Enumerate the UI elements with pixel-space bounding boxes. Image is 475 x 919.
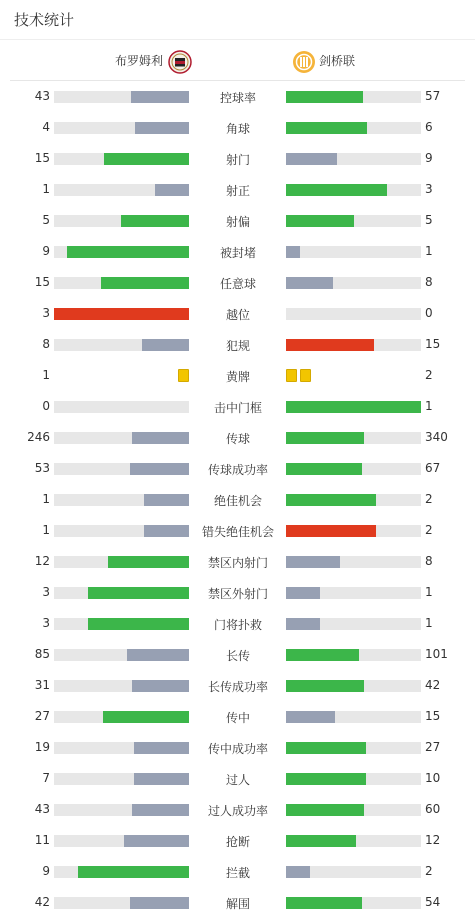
- home-stat-value: 15: [34, 275, 50, 289]
- stat-label: 被封堵: [219, 246, 256, 260]
- home-stat-value: 43: [34, 802, 50, 816]
- home-stat-value: 19: [34, 740, 50, 754]
- stat-row: [0, 236, 475, 267]
- away-stat-value: 15: [425, 709, 441, 723]
- home-stat-bar-fill: [104, 153, 189, 165]
- away-stat-value: 3: [425, 182, 433, 196]
- stat-row: [0, 825, 475, 856]
- home-stat-bar-fill: [130, 897, 189, 909]
- away-stat-bar: [286, 122, 421, 134]
- away-stat-value: 27: [425, 740, 441, 754]
- away-stat-value: 2: [425, 864, 433, 878]
- stat-label: 长传: [225, 649, 250, 663]
- away-stat-bar-fill: [286, 618, 320, 630]
- home-stat-bar-fill: [132, 680, 189, 692]
- away-stat-bar: [286, 153, 421, 165]
- away-stat-bar-fill: [286, 91, 363, 103]
- away-stat-value: 1: [425, 399, 433, 413]
- away-stat-value: 15: [425, 337, 441, 351]
- stat-row: [0, 329, 475, 360]
- stat-row: [0, 422, 475, 453]
- stat-row: [0, 639, 475, 670]
- home-stat-bar-fill: [132, 432, 189, 444]
- home-stat-bar-fill: [108, 556, 189, 568]
- home-team-name: 布罗姆利: [114, 54, 163, 68]
- away-stat-value: 2: [425, 368, 433, 382]
- stat-row: [0, 174, 475, 205]
- away-stat-bar-fill: [286, 711, 335, 723]
- stat-label: 黄牌: [225, 370, 250, 384]
- home-stat-bar-fill: [103, 711, 189, 723]
- home-stat-value: 9: [42, 244, 50, 258]
- home-yellow-cards: [178, 369, 189, 382]
- away-stat-value: 6: [425, 120, 433, 134]
- stat-label: 射门: [225, 153, 250, 167]
- away-stat-bar: [286, 432, 421, 444]
- stat-label: 击中门框: [213, 401, 262, 415]
- away-stat-value: 9: [425, 151, 433, 165]
- home-stat-bar-fill: [54, 308, 189, 320]
- stat-row: [0, 794, 475, 825]
- yellow-card-icon: [286, 369, 297, 382]
- away-stat-bar: [286, 742, 421, 754]
- away-stat-value: 5: [425, 213, 433, 227]
- home-stat-bar-fill: [132, 804, 189, 816]
- away-stat-value: 340: [425, 430, 448, 444]
- away-team[interactable]: [292, 48, 355, 73]
- home-stat-value: 8: [42, 337, 50, 351]
- stat-row: [0, 143, 475, 174]
- stat-label: 门将扑救: [213, 618, 262, 632]
- home-stat-bar-fill: [142, 339, 189, 351]
- home-stat-bar-fill: [135, 122, 189, 134]
- away-stat-value: 1: [425, 244, 433, 258]
- away-stat-bar-fill: [286, 835, 356, 847]
- stat-label: 传中: [225, 711, 250, 725]
- away-stat-bar-fill: [286, 680, 364, 692]
- away-stat-value: 12: [425, 833, 441, 847]
- stat-label: 抢断: [225, 835, 250, 849]
- away-stat-bar-fill: [286, 246, 300, 258]
- stat-row: [0, 81, 475, 112]
- away-stat-value: 60: [425, 802, 441, 816]
- home-stat-bar: [54, 556, 189, 568]
- stat-row: [0, 391, 475, 422]
- home-stat-value: 11: [34, 833, 50, 847]
- stat-row: [0, 701, 475, 732]
- home-stat-value: 15: [34, 151, 50, 165]
- stat-label: 射偏: [225, 215, 250, 229]
- home-stat-bar: [54, 215, 189, 227]
- home-stat-bar-fill: [130, 463, 189, 475]
- away-stat-bar: [286, 463, 421, 475]
- home-stat-bar: [54, 804, 189, 816]
- away-stat-bar-fill: [286, 773, 366, 785]
- home-stat-bar: [54, 122, 189, 134]
- home-team-crest-icon: [168, 50, 190, 72]
- away-stat-bar-fill: [286, 556, 340, 568]
- stat-row: [0, 577, 475, 608]
- home-stat-bar: [54, 401, 189, 413]
- home-stat-bar: [54, 680, 189, 692]
- home-team[interactable]: [115, 48, 190, 73]
- stat-row: [0, 267, 475, 298]
- stat-label: 拦截: [225, 866, 250, 880]
- away-stat-value: 2: [425, 523, 433, 537]
- away-stat-bar: [286, 308, 421, 320]
- home-stat-bar: [54, 91, 189, 103]
- home-stat-bar-fill: [155, 184, 189, 196]
- home-stat-value: 4: [42, 120, 50, 134]
- stat-label: 禁区内射门: [207, 556, 268, 570]
- stat-row: [0, 112, 475, 143]
- home-stat-bar: [54, 494, 189, 506]
- home-stat-bar-fill: [78, 866, 189, 878]
- home-stat-bar-fill: [101, 277, 189, 289]
- stat-label: 长传成功率: [207, 680, 268, 694]
- stat-label: 控球率: [219, 91, 256, 105]
- stat-row: [0, 608, 475, 639]
- yellow-card-icon: [300, 369, 311, 382]
- away-stat-bar-fill: [286, 525, 376, 537]
- stat-row: [0, 453, 475, 484]
- stat-row: [0, 670, 475, 701]
- home-stat-bar: [54, 525, 189, 537]
- home-stat-value: 1: [42, 523, 50, 537]
- stat-label: 传球成功率: [207, 463, 268, 477]
- away-stat-bar-fill: [286, 742, 366, 754]
- yellow-card-icon: [178, 369, 189, 382]
- stat-row: [0, 887, 475, 918]
- home-stat-bar: [54, 618, 189, 630]
- away-stat-bar: [286, 773, 421, 785]
- home-stat-value: 1: [42, 368, 50, 382]
- away-stat-value: 2: [425, 492, 433, 506]
- stat-row: [0, 205, 475, 236]
- home-stat-value: 53: [34, 461, 50, 475]
- home-stat-bar-fill: [134, 773, 189, 785]
- stats-list: [0, 81, 475, 918]
- home-stat-value: 1: [42, 182, 50, 196]
- away-stat-bar-fill: [286, 184, 387, 196]
- stats-header: [0, 0, 475, 40]
- stat-label: 犯规: [225, 339, 250, 353]
- home-stat-value: 12: [34, 554, 50, 568]
- away-stat-bar-fill: [286, 494, 376, 506]
- home-stat-value: 3: [42, 616, 50, 630]
- away-stat-value: 0: [425, 306, 433, 320]
- stat-label: 解围: [225, 897, 250, 911]
- stat-row: [0, 298, 475, 329]
- home-stat-bar-fill: [124, 835, 189, 847]
- stat-label: 传球: [225, 432, 250, 446]
- home-stat-bar: [54, 866, 189, 878]
- home-stat-bar-fill: [144, 494, 189, 506]
- stat-label: 传中成功率: [207, 742, 268, 756]
- home-stat-bar-fill: [121, 215, 189, 227]
- home-stat-value: 246: [27, 430, 50, 444]
- away-stat-value: 101: [425, 647, 448, 661]
- stat-row: [0, 360, 475, 391]
- stat-label: 射正: [225, 184, 250, 198]
- home-stat-bar: [54, 587, 189, 599]
- home-stat-value: 27: [34, 709, 50, 723]
- stat-row: [0, 856, 475, 887]
- away-stat-bar: [286, 494, 421, 506]
- away-stat-bar-fill: [286, 122, 367, 134]
- home-stat-value: 42: [34, 895, 50, 909]
- away-stat-bar: [286, 804, 421, 816]
- home-stat-bar-fill: [144, 525, 189, 537]
- away-stat-bar-fill: [286, 153, 337, 165]
- home-stat-bar-fill: [131, 91, 189, 103]
- away-stat-bar-fill: [286, 463, 362, 475]
- home-stat-bar: [54, 649, 189, 661]
- away-stat-bar: [286, 401, 421, 413]
- away-stat-bar: [286, 184, 421, 196]
- away-stat-bar: [286, 556, 421, 568]
- home-stat-bar-fill: [88, 618, 189, 630]
- away-stat-value: 57: [425, 89, 441, 103]
- away-stat-bar: [286, 618, 421, 630]
- home-stat-value: 85: [34, 647, 50, 661]
- away-stat-bar: [286, 277, 421, 289]
- away-stat-bar-fill: [286, 897, 362, 909]
- home-stat-bar: [54, 308, 189, 320]
- away-stat-value: 8: [425, 554, 433, 568]
- stat-label: 任意球: [219, 277, 256, 291]
- away-stat-bar: [286, 246, 421, 258]
- away-stat-bar-fill: [286, 339, 374, 351]
- away-stat-bar-fill: [286, 432, 364, 444]
- stat-row: [0, 515, 475, 546]
- stat-label: 越位: [225, 308, 250, 322]
- away-stat-bar: [286, 587, 421, 599]
- away-team-name: 剑桥联: [319, 54, 356, 68]
- stat-label: 错失绝佳机会: [201, 525, 274, 539]
- stat-row: [0, 763, 475, 794]
- away-stat-bar: [286, 897, 421, 909]
- away-stat-bar-fill: [286, 804, 364, 816]
- teams-bar: [10, 40, 465, 81]
- home-stat-bar: [54, 897, 189, 909]
- home-stat-bar: [54, 432, 189, 444]
- stat-label: 绝佳机会: [213, 494, 262, 508]
- away-stat-bar: [286, 835, 421, 847]
- away-stat-bar-fill: [286, 649, 359, 661]
- away-stat-value: 8: [425, 275, 433, 289]
- home-stat-bar-fill: [127, 649, 189, 661]
- away-stat-bar: [286, 711, 421, 723]
- stat-label: 过人: [225, 773, 250, 787]
- away-stat-value: 1: [425, 585, 433, 599]
- away-stat-bar-fill: [286, 215, 354, 227]
- home-stat-bar: [54, 277, 189, 289]
- home-stat-bar: [54, 742, 189, 754]
- home-stat-bar: [54, 711, 189, 723]
- away-stat-bar-fill: [286, 866, 310, 878]
- home-stat-bar: [54, 339, 189, 351]
- home-stat-bar: [54, 773, 189, 785]
- home-stat-value: 1: [42, 492, 50, 506]
- away-stat-value: 42: [425, 678, 441, 692]
- away-stat-bar: [286, 525, 421, 537]
- stat-row: [0, 484, 475, 515]
- home-stat-bar: [54, 835, 189, 847]
- away-stat-value: 10: [425, 771, 441, 785]
- home-stat-value: 9: [42, 864, 50, 878]
- stat-label: 角球: [225, 122, 250, 136]
- stat-row: [0, 732, 475, 763]
- away-stat-bar: [286, 215, 421, 227]
- home-stat-bar-fill: [88, 587, 189, 599]
- away-stat-value: 54: [425, 895, 441, 909]
- away-stat-bar-fill: [286, 587, 320, 599]
- home-stat-value: 7: [42, 771, 50, 785]
- away-yellow-cards: [286, 369, 311, 382]
- stat-row: [0, 546, 475, 577]
- home-stat-value: 0: [42, 399, 50, 413]
- away-stat-value: 67: [425, 461, 441, 475]
- away-stat-bar-fill: [286, 277, 333, 289]
- away-stat-bar: [286, 866, 421, 878]
- home-stat-bar-fill: [134, 742, 189, 754]
- home-stat-bar: [54, 246, 189, 258]
- away-stat-value: 1: [425, 616, 433, 630]
- stat-label: 过人成功率: [207, 804, 268, 818]
- away-stat-bar: [286, 649, 421, 661]
- home-stat-value: 43: [34, 89, 50, 103]
- away-stat-bar-fill: [286, 401, 421, 413]
- home-stat-value: 5: [42, 213, 50, 227]
- away-stat-bar: [286, 339, 421, 351]
- home-stat-bar: [54, 153, 189, 165]
- home-stat-value: 3: [42, 585, 50, 599]
- away-team-crest-icon: [292, 50, 314, 72]
- home-stat-bar: [54, 184, 189, 196]
- page-title: 技术统计: [14, 11, 75, 29]
- home-stat-bar-fill: [67, 246, 189, 258]
- stat-label: 禁区外射门: [207, 587, 268, 601]
- away-stat-bar: [286, 680, 421, 692]
- home-stat-bar: [54, 463, 189, 475]
- home-stat-value: 3: [42, 306, 50, 320]
- away-stat-bar: [286, 91, 421, 103]
- home-stat-value: 31: [34, 678, 50, 692]
